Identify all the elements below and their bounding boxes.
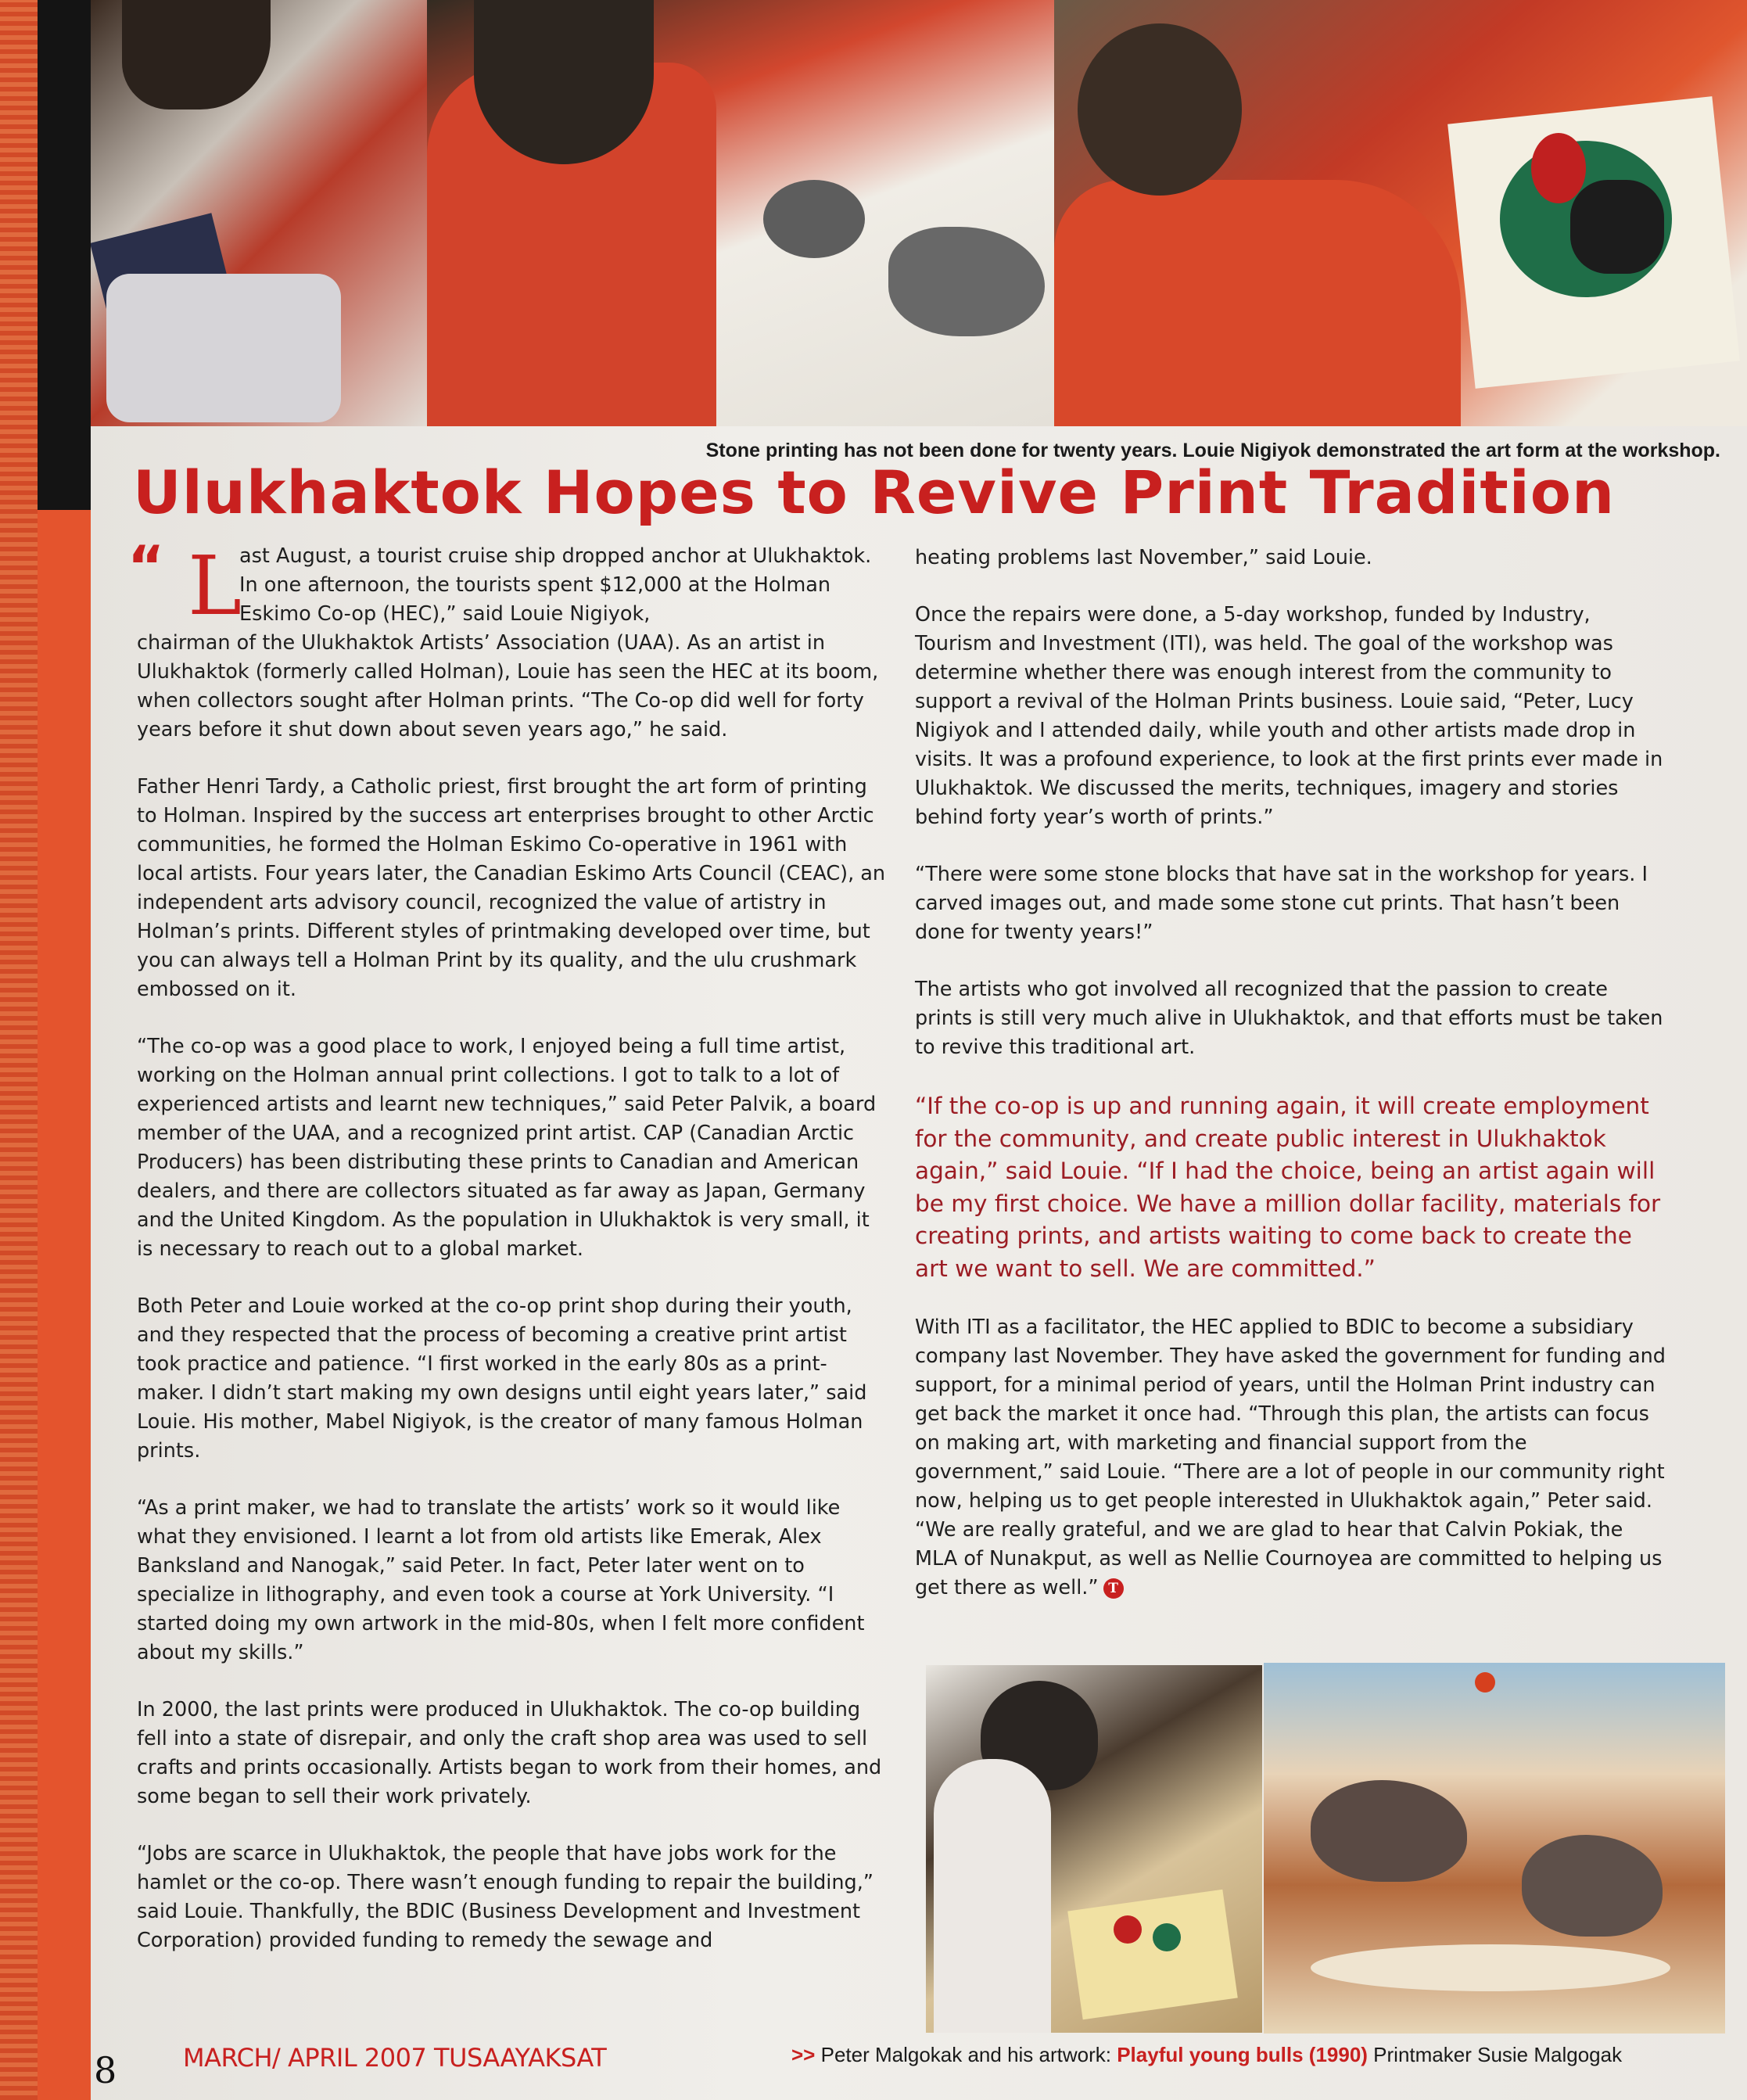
page-number: 8 bbox=[94, 2049, 117, 2091]
first-paragraph bbox=[137, 538, 886, 745]
left-black-band bbox=[38, 0, 91, 510]
bottom-photo-caption bbox=[791, 2043, 1728, 2067]
photo-artist-printing-3 bbox=[1054, 0, 1747, 426]
right-column bbox=[915, 544, 1666, 1631]
photo-artist-printing-1 bbox=[91, 0, 427, 426]
photo-artist-printing-2 bbox=[427, 0, 1054, 426]
issue-label: MARCH/ APRIL 2007 TUSAAYAKSAT bbox=[183, 2043, 607, 2073]
body-paragraph: “There were some stone blocks that have sat in the workshop for years. I carved images out, and made some stone cut prints. That hasn’t been done for twenty years!” bbox=[915, 863, 1648, 944]
photo-playful-young-bulls bbox=[1264, 1663, 1725, 2034]
left-column bbox=[137, 538, 886, 1983]
body-paragraph: Both Peter and Louie worked at the co-op print shop during their youth, and they respected that the process of becoming a creative print artist took practice and patience. “I first worked in the early 80s as a print-maker. I didn’t start making my own designs until eight years later,” said Louie. His mother, Mabel Nigiyok, is the creator of many famous Holman prints. bbox=[137, 1294, 867, 1463]
body-paragraph: Father Henri Tardy, a Catholic priest, first brought the art form of printing to Holman. Inspired by the success art enterprises brought to other Arctic communities, he formed the Holman Eskimo Co-operative in 1961 with local artists. Four years later, the Canadian Eskimo Arts Council (CEAC), an independent arts advisory council, recognized the value of artistry in Holman’s prints. Different styles of printmaking developed over time, but you can always tell a Holman Print by its quality, and the ulu crushmark embossed on it. bbox=[137, 775, 886, 1001]
article-headline: Ulukhaktok Hopes to Revive Print Tradition bbox=[133, 458, 1616, 527]
first-paragraph-rest: chairman of the Ulukhaktok Artists’ Association (UAA). As an artist in Ulukhaktok (formerly called Holman), Louie has seen the HEC at its boom, when collectors sought after Holman prints. “The Co-op did well for forty years before it shut down about seven years ago,” he said. bbox=[137, 631, 879, 741]
body-paragraph: “The co-op was a good place to work, I enjoyed being a full time artist, working on the Holman annual print collections. I got to talk to a lot of experienced artists and learnt new techniques,” said Peter Palvik, a board member of the UAA, and a recognized print artist. CAP (Canadian Arctic Producers) has been distributing these prints to Canadian and American dealers, and there are collectors situated as far away as Japan, Germany and the United Kingdom. As the population in Ulukhaktok is very small, it is necessary to reach out to a global market. bbox=[137, 1035, 877, 1261]
body-paragraph: “Jobs are scarce in Ulukhaktok, the people that have jobs work for the hamlet or the co-op. There wasn’t enough funding to repair the building,” said Louie. Thankfully, the BDIC (Business Development and Investment Corporation) provided funding to remedy the sewage and bbox=[137, 1842, 874, 1952]
body-paragraph: “As a print maker, we had to translate the artists’ work so it would like what they envisioned. I learnt a lot from old artists like Emerak, Alex Banksland and Nanogak,” said Peter. In fact, Peter later went on to specialize in lithography, and even took a course at York University. “I started doing my own artwork in the mid-80s, when I felt more confident about my skills.” bbox=[137, 1496, 865, 1664]
body-paragraph: The artists who got involved all recognized that the passion to create prints is still very much alive in Ulukhaktok, and that efforts must be taken to revive this traditional art. bbox=[915, 978, 1663, 1059]
body-paragraph: Once the repairs were done, a 5-day workshop, funded by Industry, Tourism and Investment (ITI), was held. The goal of the workshop was determine whether there was enough interest from the community to support a revival of the Holman Prints business. Louie said, “Peter, Lucy Nigiyok and I attended daily, while youth and other artists made drop in visits. It was a profound experience, to look at the first prints ever made in Ulukhaktok. We discussed the merits, techniques, imagery and stories behind forty year’s worth of prints.” bbox=[915, 603, 1663, 829]
drop-cap-letter: L bbox=[188, 538, 242, 634]
first-paragraph-lead: ast August, a tourist cruise ship dropped anchor at Ulukhaktok. In one afternoon, the tourists spent $12,000 at the Holman Eskimo Co-op (HEC),” said Louie Nigiyok, bbox=[239, 544, 872, 626]
closing-paragraph bbox=[915, 1313, 1666, 1603]
caption-lead: Peter Malgokak and his artwork: bbox=[815, 2043, 1117, 2066]
pull-quote bbox=[915, 1090, 1666, 1285]
body-paragraph: heating problems last November,” said Louie. bbox=[915, 546, 1372, 569]
pull-quote-text: “If the co-op is up and running again, it will create employment for the community, and create public interest in Ulukhaktok again,” said Louie. “If I had the choice, being an artist again will be my first choice. We have a million dollar facility, materials for creating prints, and artists waiting to come back to create the art we want to sell. We are committed.” bbox=[915, 1093, 1661, 1282]
artwork-title: Playful young bulls (1990) bbox=[1117, 2043, 1368, 2066]
end-of-article-icon: T bbox=[1103, 1578, 1124, 1599]
caption-tail: Printmaker Susie Malgogak bbox=[1367, 2043, 1623, 2066]
closing-paragraph-text: With ITI as a facilitator, the HEC applied to BDIC to become a subsidiary company last November. They have asked the government for funding and support, for a minimal period of years, until the Holman Print industry can get back the market it once had. “Through this plan, the artists can focus on making art, with marketing and financial support from the government,” said Louie. “There are a lot of people in our community right now, helping us to get people interested in Ulukhaktok again,” Peter said. “We are really grateful, and we are glad to hear that Calvin Pokiak, the MLA of Nunakput, as well as Nellie Cournoyea are committed to helping us get there as well.” bbox=[915, 1316, 1666, 1599]
left-red-strip bbox=[0, 0, 38, 2100]
caption-arrow: >> bbox=[791, 2043, 816, 2066]
drop-open-quote: “ bbox=[127, 533, 165, 599]
left-orange-band bbox=[38, 510, 91, 2100]
body-paragraph: In 2000, the last prints were produced in Ulukhaktok. The co-op building fell into a state of disrepair, and only the craft shop area was used to sell crafts and prints occasionally. Artists began to work from their homes, and some began to sell their work privately. bbox=[137, 1698, 882, 1808]
photo-peter-malgokak bbox=[926, 1665, 1262, 2033]
top-photo-caption: Stone printing has not been done for twenty years. Louie Nigiyok demonstrated the art form at the workshop. bbox=[705, 440, 1720, 461]
